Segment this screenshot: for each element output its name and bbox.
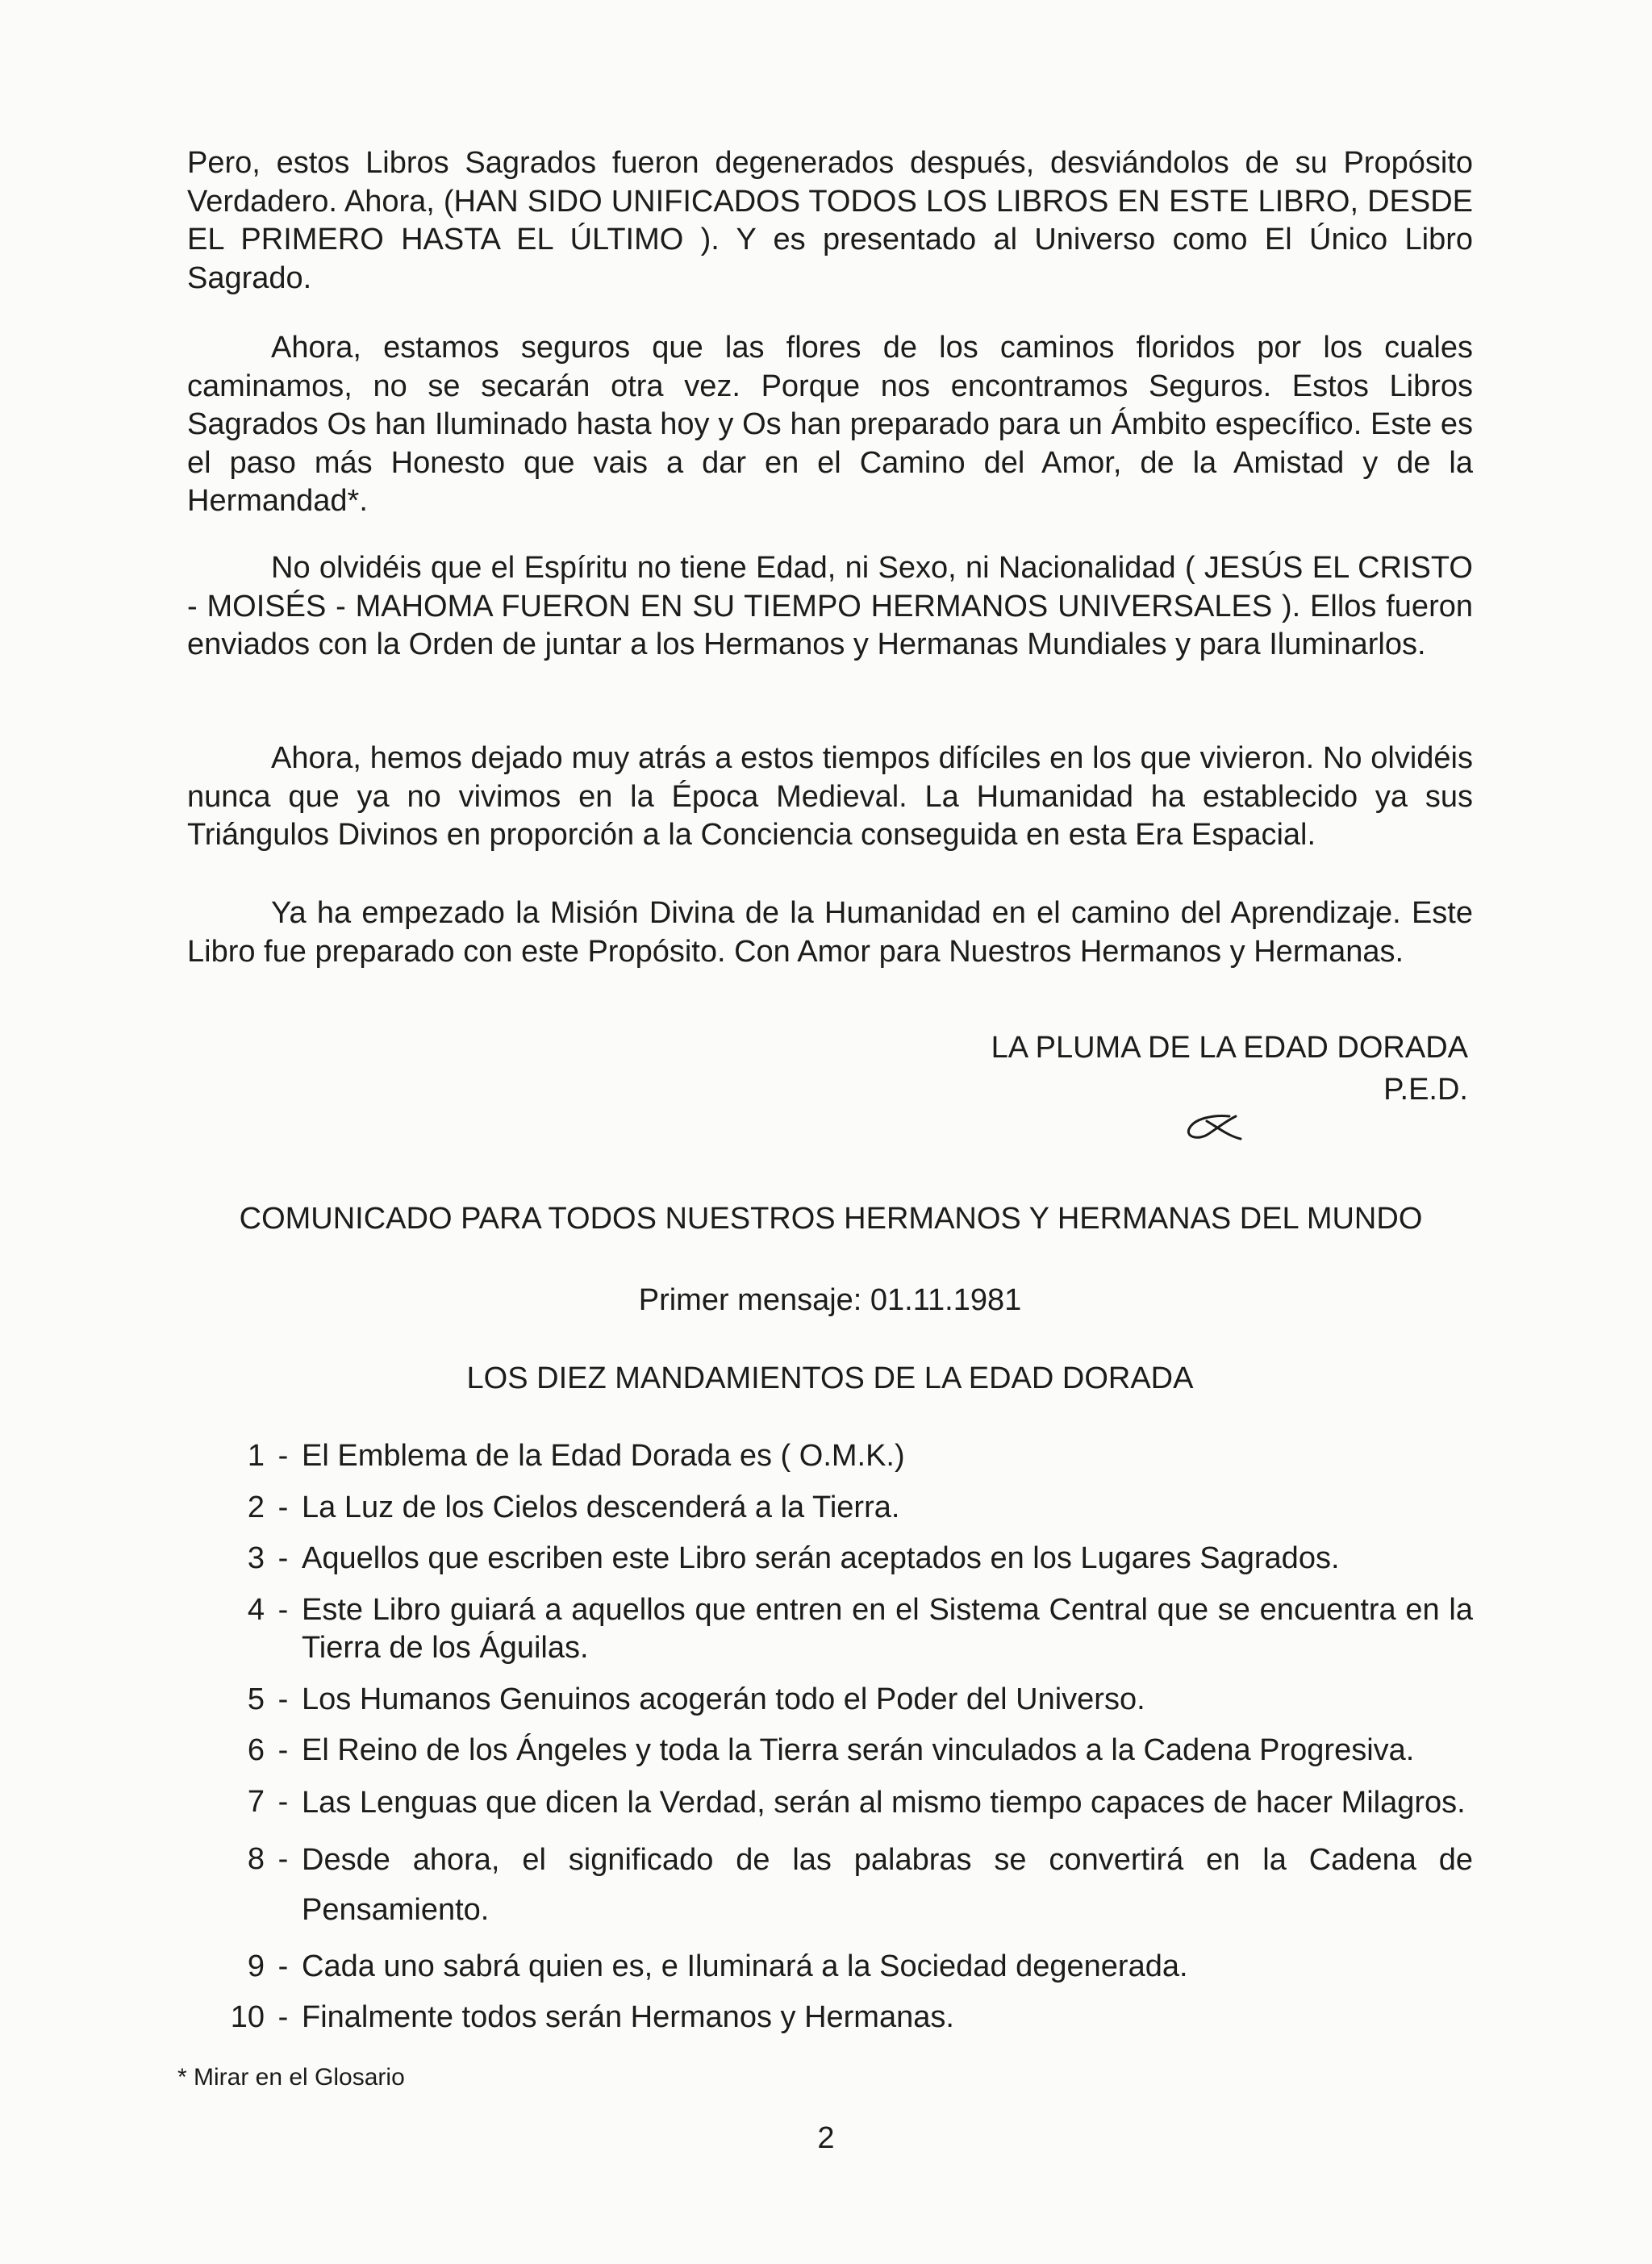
commandments-list — [187, 1437, 1473, 2050]
item-text: Aquellos que escriben este Libro serán aceptados en los Lugares Sagrados. — [302, 1541, 1340, 1575]
list-item — [187, 1540, 1473, 1578]
item-number: 6 — [247, 1733, 265, 1767]
item-text: Desde ahora, el significado de las palabras se convertirá en la Cadena de Pensamiento. — [302, 1842, 1473, 1927]
list-item — [187, 1681, 1473, 1720]
list-item — [187, 1591, 1473, 1668]
footnote: * Mirar en el Glosario — [177, 2064, 405, 2091]
item-text: Finalmente todos serán Hermanos y Hermanas. — [302, 2000, 954, 2034]
commandments-title: LOS DIEZ MANDAMIENTOS DE LA EDAD DORADA — [466, 1361, 1194, 1395]
item-number: 8 — [247, 1841, 265, 1876]
item-number: 2 — [247, 1490, 265, 1524]
item-dash: - — [277, 1541, 289, 1575]
item-dash: - — [277, 1841, 289, 1876]
signature-name: LA PLUMA DE LA EDAD DORADA — [991, 1031, 1468, 1065]
list-item — [187, 1841, 1473, 1935]
item-dash: - — [277, 1784, 289, 1819]
item-number: 4 — [247, 1592, 265, 1627]
communique-title: COMUNICADO PARA TODOS NUESTROS HERMANOS Y HERMANAS DEL MUNDO — [239, 1202, 1423, 1236]
item-dash: - — [277, 1490, 289, 1524]
list-item — [187, 1732, 1473, 1770]
item-dash: - — [277, 1733, 289, 1767]
item-text: Este Libro guiará a aquellos que entren en el Sistema Central que se encuentra en la Tierra de los Águilas. — [302, 1592, 1473, 1665]
item-number: 9 — [247, 1949, 265, 1983]
list-item — [187, 1948, 1473, 1987]
item-dash: - — [277, 2000, 289, 2034]
item-text: Los Humanos Genuinos acogerán todo el Poder del Universo. — [302, 1682, 1145, 1716]
page-number: 2 — [817, 2121, 835, 2155]
item-text: El Emblema de la Edad Dorada es ( O.M.K.) — [302, 1439, 905, 1473]
item-text: La Luz de los Cielos descenderá a la Tierra. — [302, 1490, 900, 1524]
list-item — [187, 1437, 1473, 1476]
item-text: El Reino de los Ángeles y toda la Tierra serán vinculados a la Cadena Progresiva. — [302, 1733, 1415, 1767]
item-number: 1 — [247, 1439, 265, 1473]
item-text: Las Lenguas que dicen la Verdad, serán al mismo tiempo capaces de hacer Milagros. — [302, 1785, 1466, 1820]
paragraph-4: Ahora, hemos dejado muy atrás a estos tiempos difíciles en los que vivieron. No olvidéis nunca que ya no vivimos en la Época Medieval. La Humanidad ha establecido ya sus Triángulos Divinos en proporción a la Conciencia conseguida en esta Era Espacial. — [187, 741, 1473, 852]
list-item — [187, 1999, 1473, 2037]
signature-initials: P.E.D. — [1383, 1073, 1468, 1107]
item-number: 7 — [247, 1784, 265, 1819]
paragraph-1: Pero, estos Libros Sagrados fueron degenerados después, desviándolos de su Propósito Verdadero. Ahora, (HAN SIDO UNIFICADOS TODOS LOS LIBROS EN ESTE LIBRO, DESDE EL PRIMERO HASTA EL ÚLTIMO ). Y es presentado al Universo como El Único Libro Sagrado. — [187, 146, 1473, 295]
item-text: Cada uno sabrá quien es, e Iluminará a la Sociedad degenerada. — [302, 1949, 1188, 1983]
item-dash: - — [277, 1439, 289, 1473]
paragraph-5: Ya ha empezado la Misión Divina de la Humanidad en el camino del Aprendizaje. Este Libro fue preparado con este Propósito. Con Amor para Nuestros Hermanos y Hermanas. — [187, 896, 1473, 969]
item-dash: - — [277, 1682, 289, 1716]
list-item — [187, 1489, 1473, 1528]
omk-symbol-icon — [1183, 1110, 1247, 1145]
paragraph-2: Ahora, estamos seguros que las flores de los caminos floridos por los cuales caminamos, no se secarán otra vez. Porque nos encontramos Seguros. Estos Libros Sagrados Os han Iluminado hasta hoy y Os han preparado para un Ámbito específico. Este es el paso más Honesto que vais a dar en el Camino del Amor, de la Amistad y de la Hermandad*. — [187, 331, 1473, 518]
item-number: 3 — [247, 1541, 265, 1575]
communique-date: Primer mensaje: 01.11.1981 — [638, 1283, 1022, 1317]
list-item — [187, 1783, 1473, 1828]
item-dash: - — [277, 1949, 289, 1983]
paragraph-3: No olvidéis que el Espíritu no tiene Edad, ni Sexo, ni Nacionalidad ( JESÚS EL CRISTO - MOISÉS - MAHOMA FUERON EN SU TIEMPO HERMANOS UNIVERSALES ). Ellos fueron enviados con la Orden de juntar a los Hermanos y Hermanas Mundiales y para Iluminarlos. — [187, 551, 1473, 661]
item-number: 10 — [230, 2000, 265, 2034]
item-number: 5 — [247, 1682, 265, 1716]
item-dash: - — [277, 1592, 289, 1627]
